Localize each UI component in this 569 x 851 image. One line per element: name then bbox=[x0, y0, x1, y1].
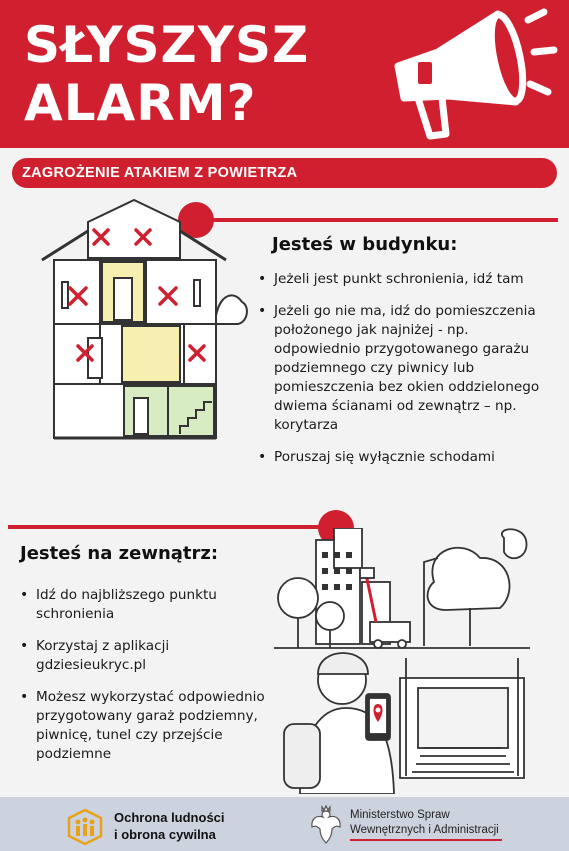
outside-item: • Możesz wykorzystać odpowiednio przygotowany garaż podziemny, piwnicę, tunel czy przejście podziemne bbox=[20, 688, 282, 764]
ministry-underline bbox=[350, 839, 502, 841]
outside-item: • Idź do najbliższego punktu schronienia bbox=[20, 586, 282, 624]
civil-protection-label bbox=[114, 809, 225, 843]
civil-protection-logo-icon bbox=[66, 808, 104, 846]
outside-item: • Korzystaj z aplikacji gdziesieukryc.pl bbox=[20, 637, 282, 675]
inside-instructions-list bbox=[258, 270, 558, 480]
inside-item: • Jeżeli jest punkt schronienia, idź tam bbox=[258, 270, 558, 289]
ministry-line-2: Wewnętrznych i Administracji bbox=[350, 823, 499, 836]
title-line-1: SŁYSZYSZ bbox=[24, 16, 310, 74]
inside-section-title: Jesteś w budynku: bbox=[272, 234, 458, 255]
polish-eagle-emblem-icon bbox=[308, 803, 344, 845]
title-line-2: ALARM? bbox=[24, 74, 257, 132]
page-title bbox=[24, 16, 309, 132]
inside-item: • Poruszaj się wyłącznie schodami bbox=[258, 448, 558, 467]
house-cross-section-illustration bbox=[34, 198, 250, 446]
divider-line-top bbox=[196, 218, 558, 222]
ministry-line-1: Ministerstwo Spraw bbox=[350, 809, 450, 821]
person-at-underground-passage-illustration bbox=[274, 528, 530, 794]
threat-banner: ZAGROŻENIE ATAKIEM Z POWIETRZA bbox=[12, 158, 557, 188]
outside-instructions-list bbox=[20, 586, 282, 777]
ministry-label bbox=[350, 808, 499, 837]
megaphone-icon bbox=[378, 6, 558, 144]
outside-section-title: Jesteś na zewnątrz: bbox=[20, 543, 219, 564]
civil-protection-line-1: Ochrona ludności bbox=[114, 810, 225, 825]
civil-protection-line-2: i obrona cywilna bbox=[114, 827, 216, 842]
inside-item: • Jeżeli go nie ma, idź do pomieszczenia położonego jak najniżej - np. odpowiednio przygotowanego garażu podziemnego czy piwnicy lub pomieszczenia bez okien oddzielonego dwiema ścianami od zewnątrz – np. korytarza bbox=[258, 302, 558, 435]
